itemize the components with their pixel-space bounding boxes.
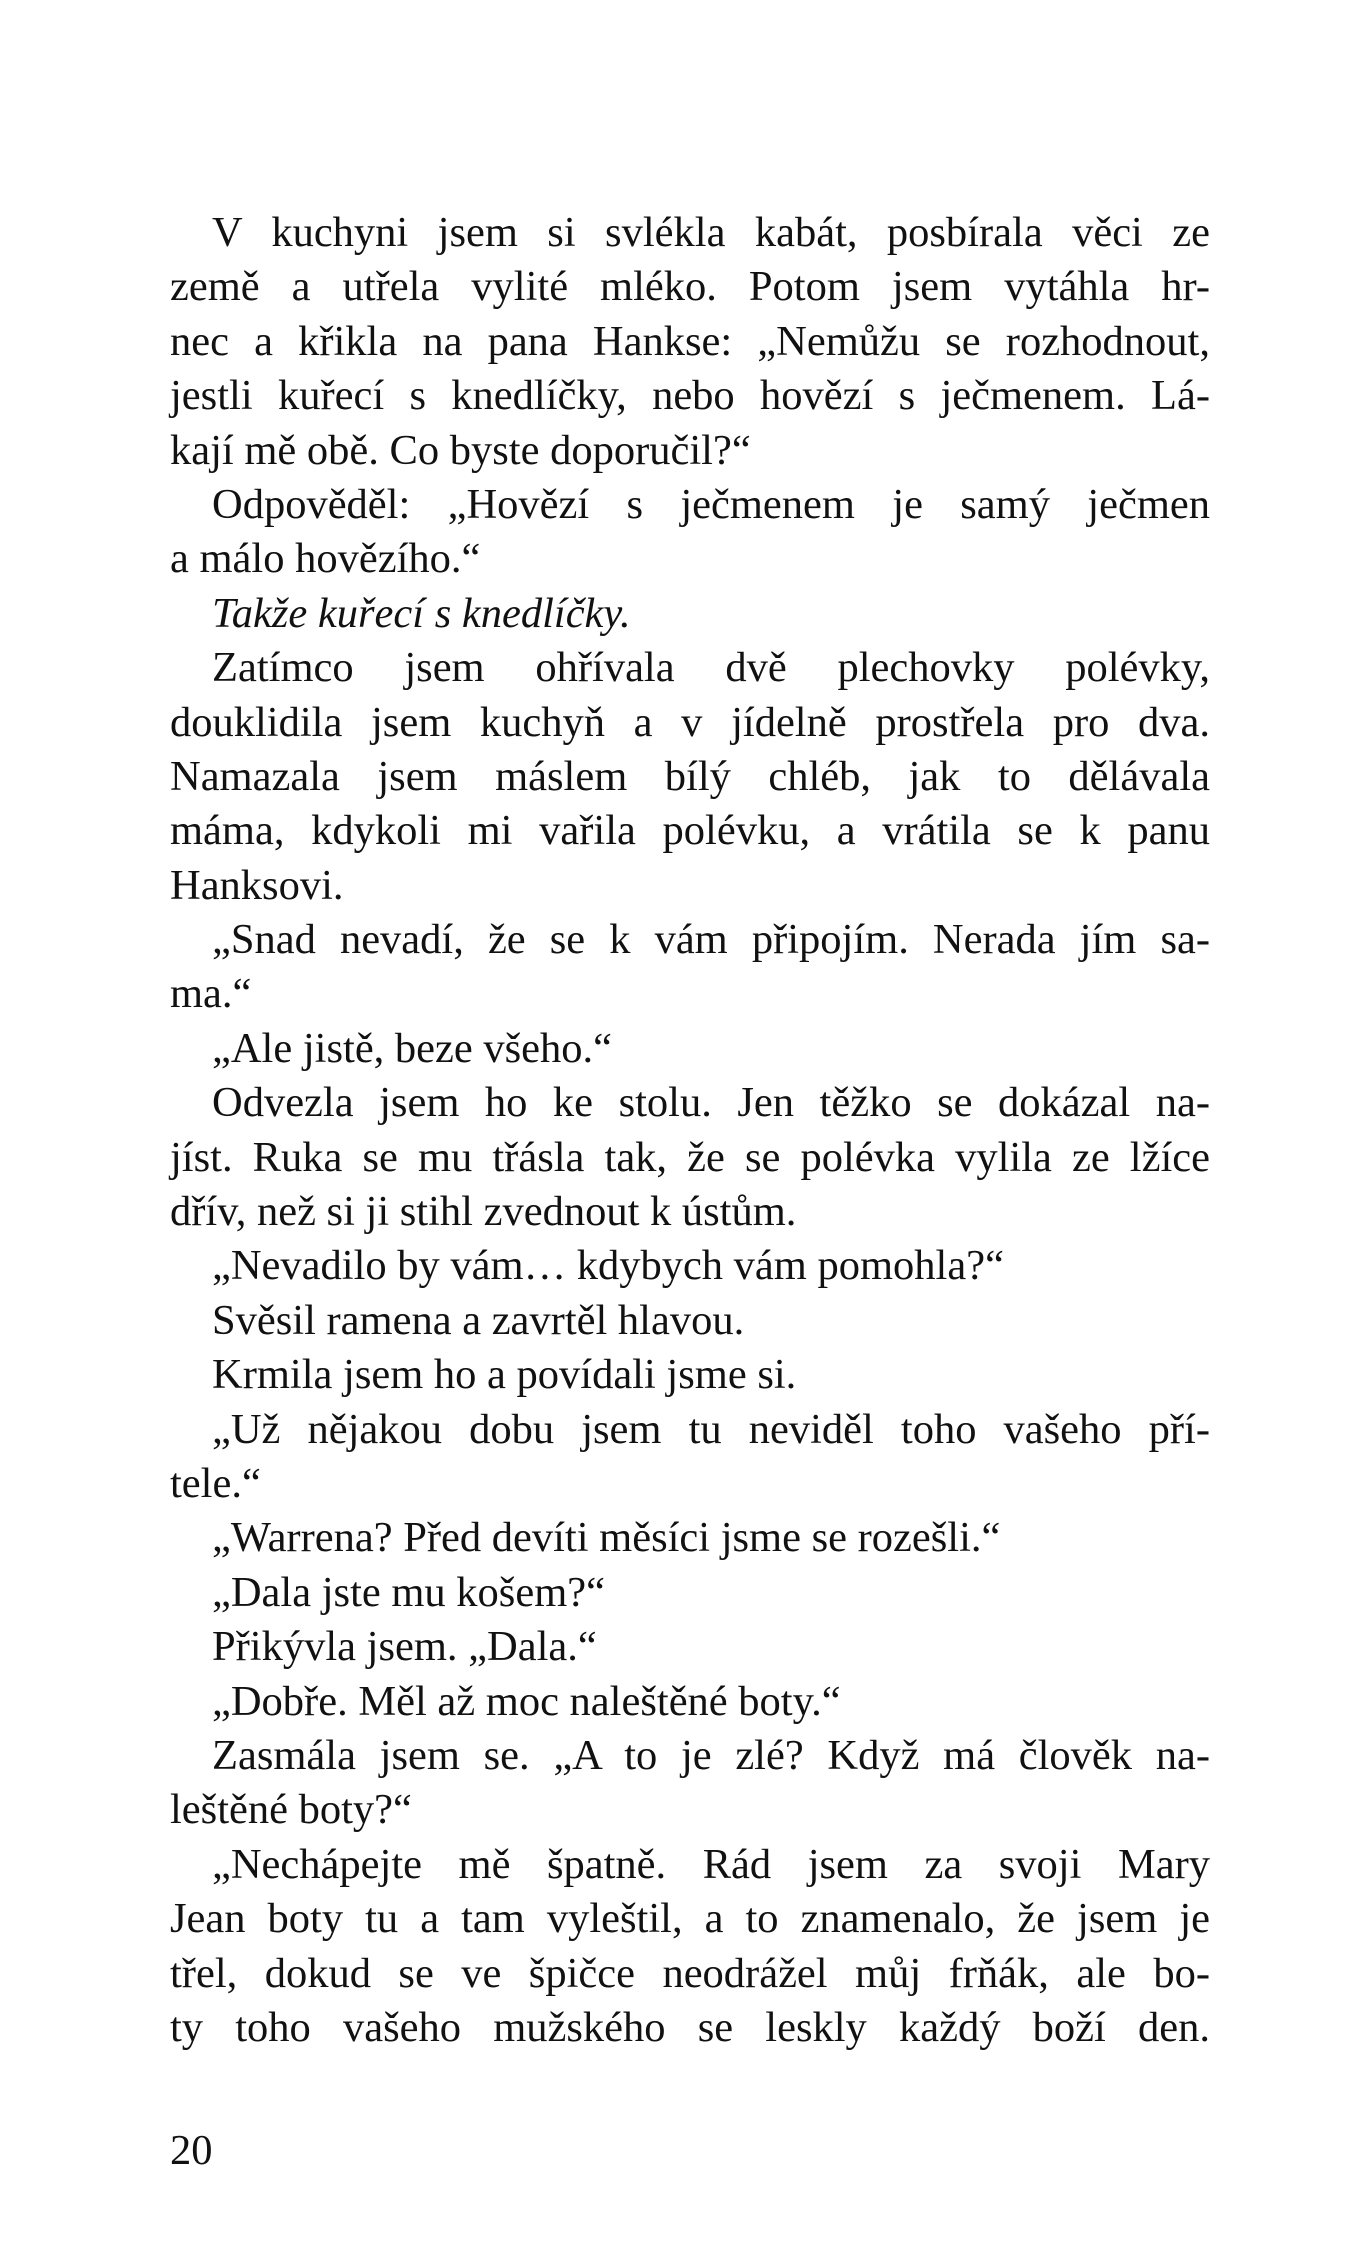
- text-line: ty toho vašeho mužského se leskly každý boží den.: [170, 2003, 1210, 2051]
- text-line: země a utřela vylité mléko. Potom jsem vytáhla hr-: [170, 263, 1210, 311]
- text-line: Odpověděl: „Hovězí s ječmenem je samý ječmen: [212, 480, 1210, 528]
- text-line: Jean boty tu a tam vyleštil, a to znamenalo, že jsem je: [170, 1895, 1210, 1943]
- text-line: Zasmála jsem se. „A to je zlé? Když má člověk na-: [212, 1731, 1210, 1779]
- text-line: Krmila jsem ho a povídali jsme si.: [212, 1351, 797, 1399]
- text-line: a málo hovězího.“: [170, 535, 481, 583]
- text-line: kají mě obě. Co byste doporučil?“: [170, 426, 751, 474]
- text-line: „Ale jistě, beze všeho.“: [212, 1024, 613, 1072]
- text-line: tele.“: [170, 1459, 261, 1507]
- text-line: máma, kdykoli mi vařila polévku, a vrátila se k panu: [170, 807, 1210, 855]
- text-line: „Už nějakou dobu jsem tu neviděl toho vašeho pří-: [212, 1405, 1210, 1453]
- text-line: „Warrena? Před devíti měsíci jsme se rozešli.“: [212, 1514, 1001, 1562]
- body-text: [170, 206, 1210, 2055]
- text-line: Hanksovi.: [170, 861, 344, 909]
- text-line: Zatímco jsem ohřívala dvě plechovky polévky,: [212, 644, 1210, 692]
- text-line: třel, dokud se ve špičce neodrážel můj frňák, ale bo-: [170, 1949, 1210, 1997]
- text-line: „Dala jste mu košem?“: [212, 1568, 605, 1616]
- text-line: leštěné boty?“: [170, 1786, 412, 1834]
- text-line: „Nevadilo by vám… kdybych vám pomohla?“: [212, 1242, 1004, 1290]
- page-number: 20: [170, 2127, 213, 2174]
- text-line: jestli kuřecí s knedlíčky, nebo hovězí s ječmenem. Lá-: [170, 372, 1210, 420]
- text-line: Přikývla jsem. „Dala.“: [212, 1623, 597, 1671]
- text-line: dřív, než si ji stihl zvednout k ústům.: [170, 1188, 797, 1236]
- text-line: Svěsil ramena a zavrtěl hlavou.: [212, 1296, 745, 1344]
- text-line: Odvezla jsem ho ke stolu. Jen těžko se dokázal na-: [212, 1079, 1210, 1127]
- text-line: V kuchyni jsem si svlékla kabát, posbírala věci ze: [212, 209, 1210, 256]
- text-line: „Nechápejte mě špatně. Rád jsem za svoji Mary: [212, 1840, 1210, 1888]
- text-line: Takže kuřecí s knedlíčky.: [212, 589, 631, 637]
- text-line: ma.“: [170, 970, 252, 1018]
- text-line: „Snad nevadí, že se k vám připojím. Nerada jím sa-: [212, 916, 1210, 964]
- text-line: „Dobře. Měl až moc naleštěné boty.“: [212, 1677, 841, 1725]
- text-line: jíst. Ruka se mu třásla tak, že se polévka vylila ze lžíce: [170, 1133, 1210, 1181]
- text-line: nec a křikla na pana Hankse: „Nemůžu se rozhodnout,: [170, 317, 1210, 365]
- text-line: Namazala jsem máslem bílý chléb, jak to dělávala: [170, 752, 1210, 800]
- text-line: douklidila jsem kuchyň a v jídelně prostřela pro dva.: [170, 698, 1210, 746]
